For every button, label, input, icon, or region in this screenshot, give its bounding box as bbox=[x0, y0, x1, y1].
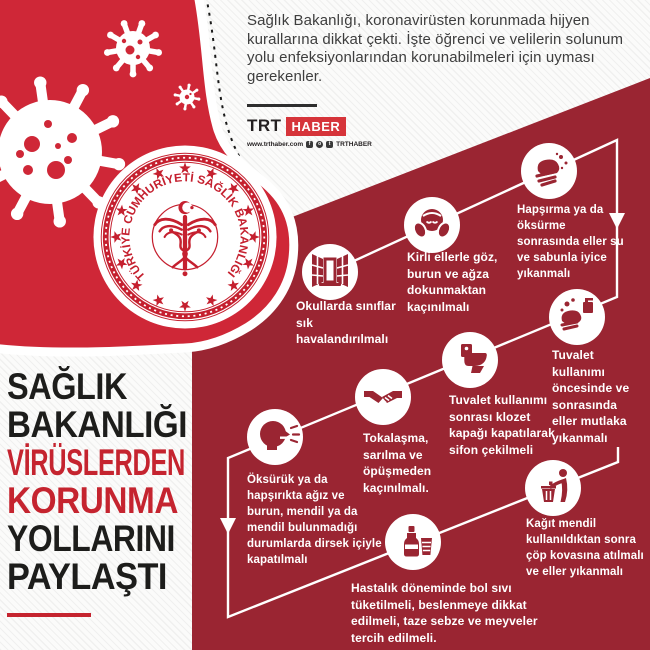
headline-line-2: BAKANLIĞI bbox=[7, 404, 187, 445]
item-text-dirty-hands: Kirli ellerle göz, burun ve ağza dokunmaktan kaçınılmalı bbox=[407, 250, 498, 314]
item-text-tissue-bin: Kağıt mendil kullanıldıktan sonra çöp kovasına atılmalı ve eller yıkanmalı bbox=[526, 518, 644, 578]
item-text-toilet-flush: Tuvalet kullanımı sonrası klozet kapağı kapatılarak sifon çekilmeli bbox=[449, 393, 555, 457]
brand-subline bbox=[247, 141, 372, 148]
hand-wash-icon bbox=[521, 143, 577, 199]
intro-paragraph: Sağlık Bakanlığı, koronavirüsten korunmada hijyen kurallarına dikkat çekti. İşte öğrenci ve velilerin solunum yolu enfeksiyonlarından korunabilmeleri için uyması gerekenler. bbox=[247, 12, 624, 85]
item-text-sneeze-wash: Hapşırma ya da öksürme sonrasında eller su ve sabunla iyice yıkanmalı bbox=[517, 204, 624, 280]
divider-line bbox=[247, 104, 317, 107]
seal-circular-text: TÜRKİYE CUMHURİYETİ SAĞLIK BAKANLIĞI bbox=[119, 171, 251, 283]
trash-bin-icon bbox=[525, 460, 581, 516]
item-text-toilet-wash: Tuvalet kullanımı öncesinde ve sonrasında eller mutlaka yıkanmalı bbox=[552, 348, 630, 445]
headline-line-3: VİRÜSLERDEN bbox=[7, 442, 185, 483]
trt-haber-logo bbox=[247, 116, 346, 136]
item-text-cover-cough: Öksürük ya da hapşırıkta ağız ve burun, mendil ya da mendil bulunmadığı durumlarda dirsek içiyle kapatılmalı bbox=[247, 474, 382, 566]
bottle-glass-icon bbox=[385, 514, 441, 570]
item-text-ventilate: Okullarda sınıflar sık havalandırılmalı bbox=[296, 299, 396, 346]
headline-underline bbox=[7, 613, 91, 617]
toilet-icon bbox=[442, 332, 498, 388]
headline-line-5: YOLLARINI bbox=[7, 518, 175, 559]
headline-line-6: PAYLAŞTI bbox=[7, 556, 167, 597]
instagram-icon: o bbox=[318, 141, 322, 147]
trt-logo-text: TRT bbox=[247, 116, 282, 135]
facebook-icon: f bbox=[306, 141, 313, 148]
soap-hands-icon bbox=[549, 289, 605, 345]
item-text-no-contact: Tokalaşma, sarılma ve öpüşmeden kaçınılmalı. bbox=[363, 431, 432, 495]
open-window-icon bbox=[302, 244, 358, 300]
cough-icon bbox=[247, 409, 303, 465]
item-text-fluids: Hastalık döneminde bol sıvı tüketilmeli, beslenmeye dikkat edilmeli, taze sebze ve meyveler tercih edilmeli. bbox=[351, 581, 538, 645]
social-handle: TRTHABER bbox=[336, 141, 372, 148]
haber-logo-box: HABER bbox=[286, 117, 347, 136]
website-url: www.trthaber.com bbox=[247, 141, 304, 148]
handshake-icon bbox=[355, 369, 411, 425]
headline-line-1: SAĞLIK bbox=[7, 366, 128, 407]
headline-line-4: KORUNMA bbox=[7, 480, 178, 521]
health-ministry-seal bbox=[91, 143, 279, 331]
face-touch-icon bbox=[404, 197, 460, 253]
twitter-icon: t bbox=[326, 141, 333, 148]
